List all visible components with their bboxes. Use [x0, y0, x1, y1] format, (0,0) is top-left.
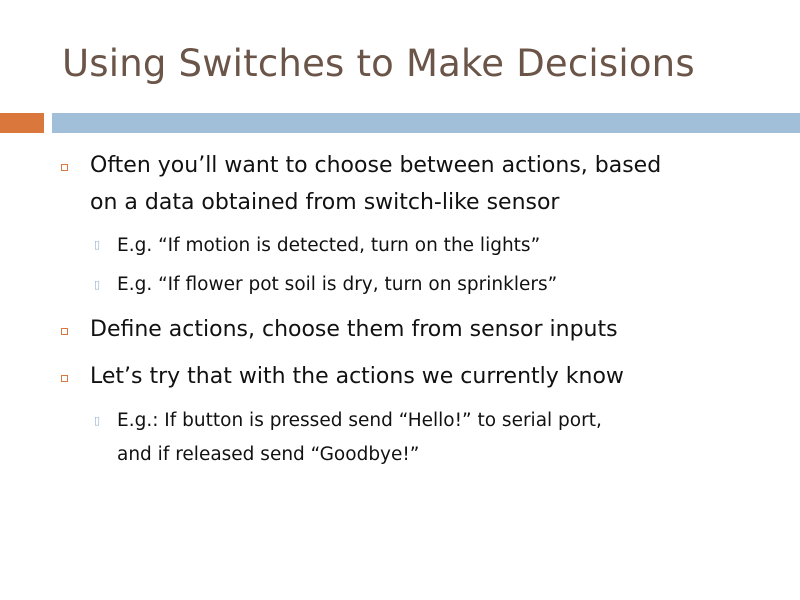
sub-bullet-text-continued: and if released send “Goodbye!” — [117, 444, 420, 465]
bullet-text: Often you’ll want to choose between actions, based — [90, 153, 662, 178]
accent-bar-orange — [0, 113, 44, 133]
bullet-text: Define actions, choose them from sensor inputs — [90, 317, 618, 342]
sub-bullet-text: E.g. “If flower pot soil is dry, turn on sprinklers” — [117, 274, 558, 295]
bullet-square-icon — [61, 328, 68, 335]
accent-bar-blue — [52, 113, 800, 133]
bullet-square-icon — [61, 164, 68, 171]
bullet-text-continued: on a data obtained from switch-like sensor — [90, 190, 560, 215]
sub-bullet-icon: ▯ — [94, 278, 101, 291]
bullet-square-icon — [61, 375, 68, 382]
sub-bullet-icon: ▯ — [94, 414, 101, 427]
bullet-text: Let’s try that with the actions we currently know — [90, 364, 624, 389]
sub-bullet-icon: ▯ — [94, 238, 101, 251]
sub-bullet-text: E.g.: If button is pressed send “Hello!” to serial port, — [117, 410, 602, 431]
slide-title: Using Switches to Make Decisions — [62, 42, 695, 85]
sub-bullet-text: E.g. “If motion is detected, turn on the lights” — [117, 235, 541, 256]
